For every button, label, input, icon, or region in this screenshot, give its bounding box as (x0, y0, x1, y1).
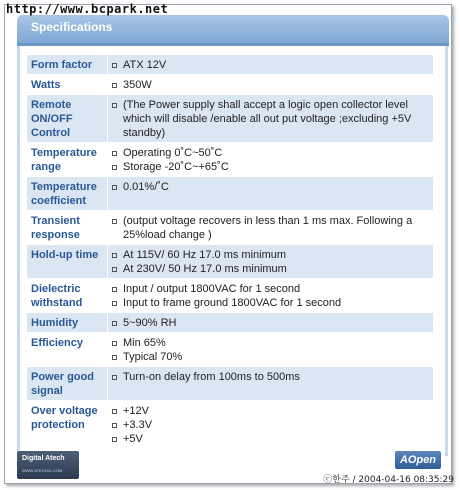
spec-label: Power good signal (27, 367, 108, 400)
square-bullet-icon (112, 301, 117, 306)
spec-value (108, 333, 433, 366)
spec-row (27, 75, 433, 95)
spec-value-line (112, 262, 429, 276)
spec-label: Form factor (27, 55, 108, 74)
spec-row (27, 95, 433, 143)
spec-value-line (112, 98, 429, 140)
spec-value (108, 211, 433, 244)
spec-row (27, 313, 433, 333)
spec-row (27, 333, 433, 367)
square-bullet-icon (112, 341, 117, 346)
spec-value (108, 55, 433, 74)
square-bullet-icon (112, 287, 117, 292)
spec-value-text: Input to frame ground 1800VAC for 1 second (123, 297, 342, 309)
spec-value-text: Typical 70% (123, 351, 183, 363)
spec-value-line (112, 336, 429, 350)
spec-value-line (112, 78, 429, 92)
spec-value (108, 279, 433, 312)
spec-value-line (112, 350, 429, 364)
spec-value-line (112, 58, 429, 72)
square-bullet-icon (112, 409, 117, 414)
square-bullet-icon (112, 423, 117, 428)
spec-label: Humidity (27, 313, 108, 332)
spec-value-text: Turn-on delay from 100ms to 500ms (123, 371, 300, 383)
spec-value-text: +3.3V (123, 419, 153, 431)
spec-value-text: At 115V/ 60 Hz 17.0 ms minimum (123, 249, 287, 261)
aopen-logo: AOpen (395, 451, 441, 469)
spec-value (108, 95, 433, 142)
square-bullet-icon (112, 253, 117, 258)
left-border (17, 46, 20, 456)
spec-value-text: +12V (123, 405, 149, 417)
logo-title: Digital Atech (22, 455, 65, 462)
spec-row (27, 55, 433, 75)
spec-value (108, 75, 433, 94)
spec-value-line (112, 316, 429, 330)
page-title: Specifications (31, 20, 113, 34)
spec-value-text: At 230V/ 50 Hz 17.0 ms minimum (123, 263, 287, 275)
spec-value (108, 313, 433, 332)
spec-value-line (112, 282, 429, 296)
square-bullet-icon (112, 63, 117, 68)
spec-value-line (112, 296, 429, 310)
square-bullet-icon (112, 151, 117, 156)
spec-value-line (112, 248, 429, 262)
spec-label: Over voltage protection (27, 401, 108, 448)
header-bar (17, 15, 449, 43)
square-bullet-icon (112, 219, 117, 224)
logo-subtitle: WWW.ATECH21.COM (22, 468, 63, 473)
spec-value (108, 143, 433, 176)
spec-label: Efficiency (27, 333, 108, 366)
spec-value-text: 350W (123, 79, 152, 91)
square-bullet-icon (112, 267, 117, 272)
spec-row (27, 211, 433, 245)
spec-value-line (112, 214, 429, 242)
spec-label: Remote ON/OFF Control (27, 95, 108, 142)
spec-value (108, 245, 433, 278)
spec-label: Transient response (27, 211, 108, 244)
spec-value-text: Operating 0˚C~50˚C (123, 147, 223, 159)
spec-window (4, 4, 452, 484)
spec-value-text: Input / output 1800VAC for 1 second (123, 283, 301, 295)
square-bullet-icon (112, 185, 117, 190)
spec-value-line (112, 432, 429, 446)
spec-value-line (112, 160, 429, 174)
spec-label: Dielectric withstand (27, 279, 108, 312)
spec-label: Watts (27, 75, 108, 94)
spec-row (27, 401, 433, 449)
spec-value-line (112, 146, 429, 160)
site-watermark: http://www.bcpark.net (6, 2, 169, 16)
spec-value-text: Min 65% (123, 337, 166, 349)
spec-value-text: 5~90% RH (123, 317, 177, 329)
header-divider (17, 43, 449, 46)
spec-value (108, 401, 433, 448)
right-border (445, 46, 448, 456)
spec-value-text: Storage -20˚C~+65˚C (123, 161, 229, 173)
spec-value-line (112, 418, 429, 432)
spec-value (108, 177, 433, 210)
spec-value-line (112, 370, 429, 384)
spec-value (108, 367, 433, 400)
square-bullet-icon (112, 375, 117, 380)
spec-row (27, 279, 433, 313)
spec-row (27, 367, 433, 401)
square-bullet-icon (112, 321, 117, 326)
spec-table (27, 55, 433, 449)
spec-row (27, 177, 433, 211)
square-bullet-icon (112, 103, 117, 108)
square-bullet-icon (112, 437, 117, 442)
square-bullet-icon (112, 165, 117, 170)
spec-value-line (112, 404, 429, 418)
spec-value-text: 0.01%/˚C (123, 181, 169, 193)
spec-label: Temperature coefficient (27, 177, 108, 210)
spec-value-text: ATX 12V (123, 59, 167, 71)
timestamp-stamp: ⓒ한주 / 2004-04-16 08:35:29 (323, 475, 454, 485)
spec-label: Hold-up time (27, 245, 108, 278)
spec-row (27, 245, 433, 279)
square-bullet-icon (112, 355, 117, 360)
digital-atech-logo (17, 451, 79, 479)
spec-value-text: +5V (123, 433, 143, 445)
spec-value-text: (The Power supply shall accept a logic open collector level which will disable /enable all out put voltage ;excluding +5V standby) (123, 99, 412, 139)
spec-row (27, 143, 433, 177)
spec-value-line (112, 180, 429, 194)
square-bullet-icon (112, 83, 117, 88)
spec-label: Temperature range (27, 143, 108, 176)
spec-value-text: (output voltage recovers in less than 1 ms max. Following a 25%load change ) (123, 215, 413, 241)
